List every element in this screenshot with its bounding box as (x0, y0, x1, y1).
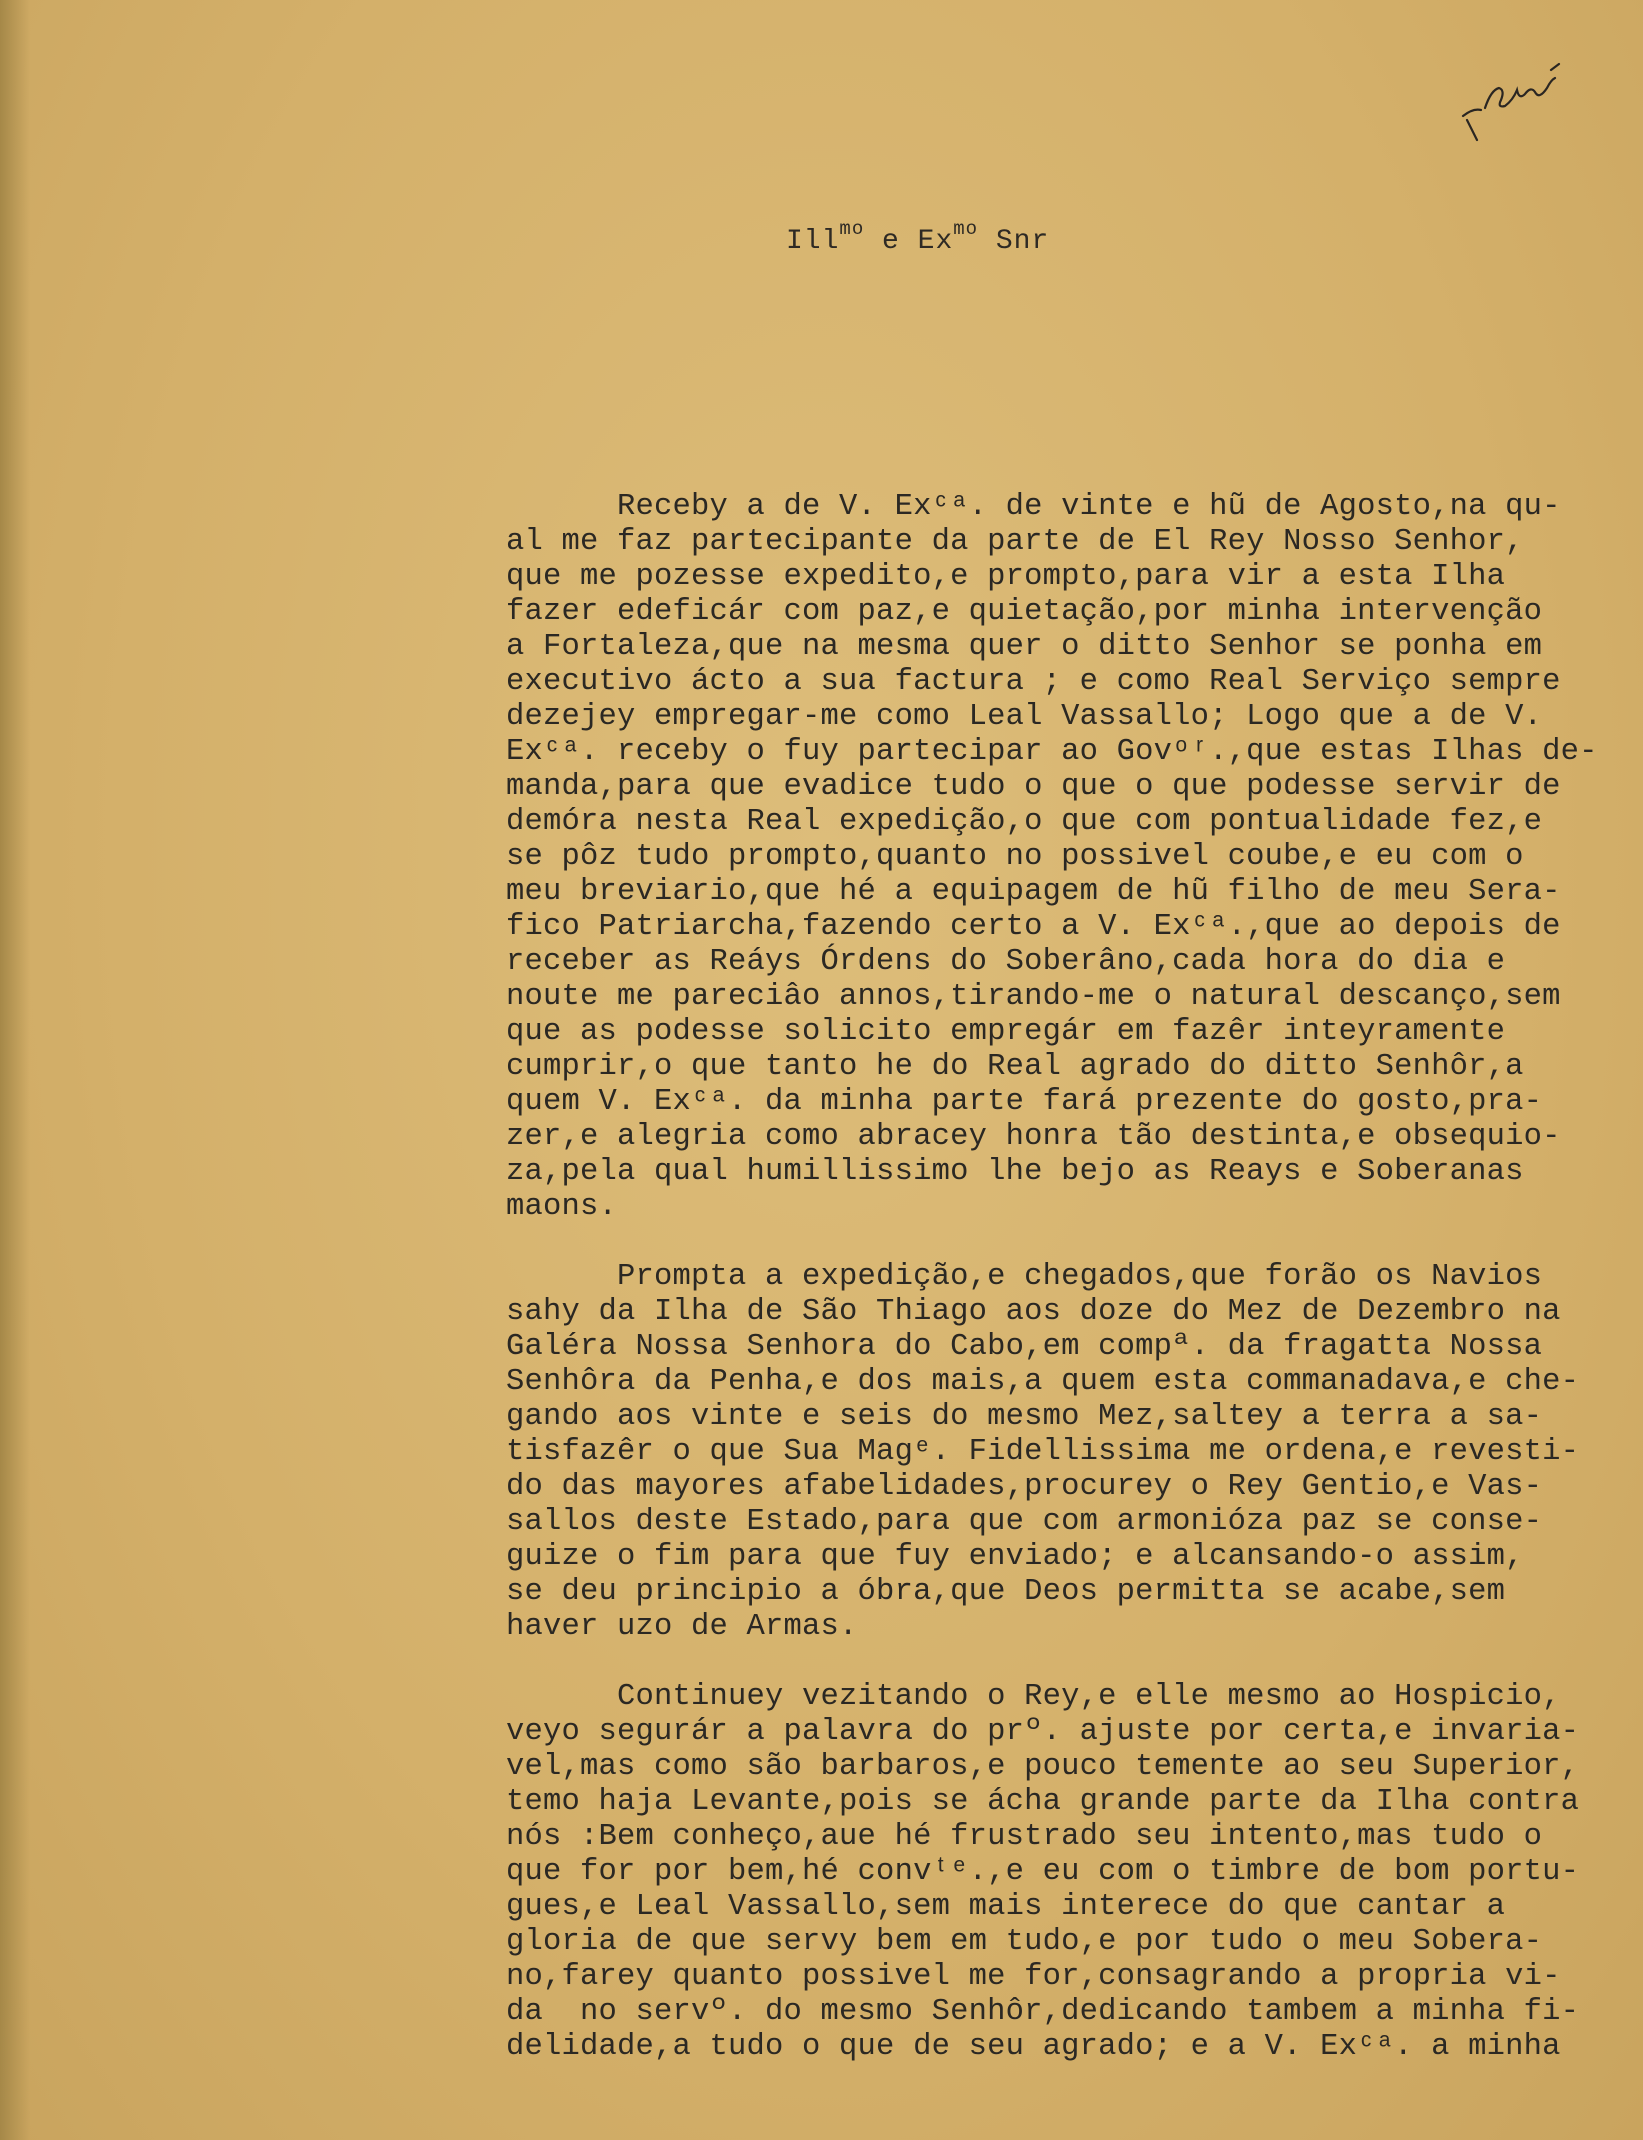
text-line: delidade,a tudo o que de seu agrado; e a V. Exᶜᵃ. a minha (506, 2030, 1561, 2064)
text-line: gloria de que servy bem em tudo,e por tudo o meu Sobera- (506, 1925, 1543, 1959)
text-line: za,pela qual humillissimo lhe bejo as Reays e Soberanas (506, 1155, 1524, 1189)
text-line: veyo segurár a palavra do prº. ajuste por certa,e invaria- (506, 1715, 1580, 1749)
text-line: receber as Reáys Órdens do Soberâno,cada hora do dia e (506, 945, 1506, 979)
text-line: temo haja Levante,pois se ácha grande parte da Ilha contra (506, 1785, 1580, 1819)
paragraph (506, 1260, 1636, 1645)
salutation-sup-1: mo (839, 218, 865, 240)
text-line: do das mayores afabelidades,procurey o Rey Gentio,e Vas- (506, 1470, 1543, 1504)
text-line: a Fortaleza,que na mesma quer o ditto Senhor se ponha em (506, 630, 1543, 664)
text-line: quem V. Exᶜᵃ. da minha parte fará prezente do gosto,pra- (506, 1085, 1543, 1119)
paragraph (506, 1680, 1636, 2065)
text-line: cumprir,o que tanto he do Real agrado do ditto Senhôr,a (506, 1050, 1524, 1084)
salutation-snr: Snr (978, 226, 1050, 257)
text-line: executivo ácto a sua factura ; e como Real Serviço sempre (506, 665, 1561, 699)
text-line: guize o fim para que fuy enviado; e alcansando-o assim, (506, 1540, 1524, 1574)
text-line: dezejey empregar-me como Leal Vassallo; Logo que a de V. (506, 700, 1543, 734)
text-line: da no servº. do mesmo Senhôr,dedicando tambem a minha fi- (506, 1995, 1580, 2029)
text-line: Galéra Nossa Senhora do Cabo,em compª. da fragatta Nossa (506, 1330, 1543, 1364)
salutation-heading (786, 218, 1049, 257)
text-line: se pôz tudo prompto,quanto no possivel coube,e eu com o (506, 840, 1524, 874)
text-line: Prompta a expedição,e chegados,que forão os Navios (506, 1260, 1543, 1294)
text-line: noute me pareciâo annos,tirando-me o natural descanço,sem (506, 980, 1561, 1014)
handwritten-annotation (1455, 50, 1575, 160)
text-line: Receby a de V. Exᶜᵃ. de vinte e hũ de Agosto,na qu- (506, 490, 1561, 524)
page-edge-shadow (0, 0, 30, 2140)
text-line: Continuey vezitando o Rey,e elle mesmo ao Hospicio, (506, 1680, 1561, 1714)
text-line: zer,e alegria como abracey honra tão destinta,e obsequio- (506, 1120, 1561, 1154)
text-line: sahy da Ilha de São Thiago aos doze do Mez de Dezembro na (506, 1295, 1561, 1329)
text-line: manda,para que evadice tudo o que o que podesse servir de (506, 770, 1561, 804)
text-line: Exᶜᵃ. receby o fuy partecipar ao Govᵒʳ.,que estas Ilhas de- (506, 735, 1598, 769)
text-line: que me pozesse expedito,e prompto,para vir a esta Ilha (506, 560, 1506, 594)
text-line: gando aos vinte e seis do mesmo Mez,saltey a terra a sa- (506, 1400, 1543, 1434)
text-line: no,farey quanto possivel me for,consagrando a propria vi- (506, 1960, 1561, 1994)
text-line: que for por bem,hé convᵗᵉ.,e eu com o timbre de bom portu- (506, 1855, 1580, 1889)
text-line: al me faz partecipante da parte de El Rey Nosso Senhor, (506, 525, 1524, 559)
text-line: maons. (506, 1190, 618, 1224)
text-line: tisfazêr o que Sua Magᵉ. Fidellissima me ordena,e revesti- (506, 1435, 1580, 1469)
text-line: demóra nesta Real expedição,o que com pontualidade fez,e (506, 805, 1543, 839)
text-line: vel,mas como são barbaros,e pouco temente ao seu Superior, (506, 1750, 1580, 1784)
salutation-ex: e Ex (864, 226, 954, 257)
paragraph (506, 490, 1636, 1225)
text-line: sallos deste Estado,para que com armonióza paz se conse- (506, 1505, 1543, 1539)
salutation-ill: Ill (786, 226, 840, 257)
text-line: que as podesse solicito empregár em fazêr inteyramente (506, 1015, 1506, 1049)
letter-body (506, 490, 1636, 2100)
text-line: fazer edeficár com paz,e quietação,por minha intervenção (506, 595, 1543, 629)
salutation-sup-2: mo (953, 218, 979, 240)
text-line: Senhôra da Penha,e dos mais,a quem esta commanadava,e che- (506, 1365, 1580, 1399)
text-line: se deu principio a óbra,que Deos permitta se acabe,sem (506, 1575, 1506, 1609)
text-line: nós :Bem conheço,aue hé frustrado seu intento,mas tudo o (506, 1820, 1543, 1854)
text-line: fico Patriarcha,fazendo certo a V. Exᶜᵃ.,que ao depois de (506, 910, 1561, 944)
text-line: meu breviario,que hé a equipagem de hũ filho de meu Sera- (506, 875, 1561, 909)
text-line: haver uzo de Armas. (506, 1610, 858, 1644)
text-line: gues,e Leal Vassallo,sem mais interece do que cantar a (506, 1890, 1506, 1924)
